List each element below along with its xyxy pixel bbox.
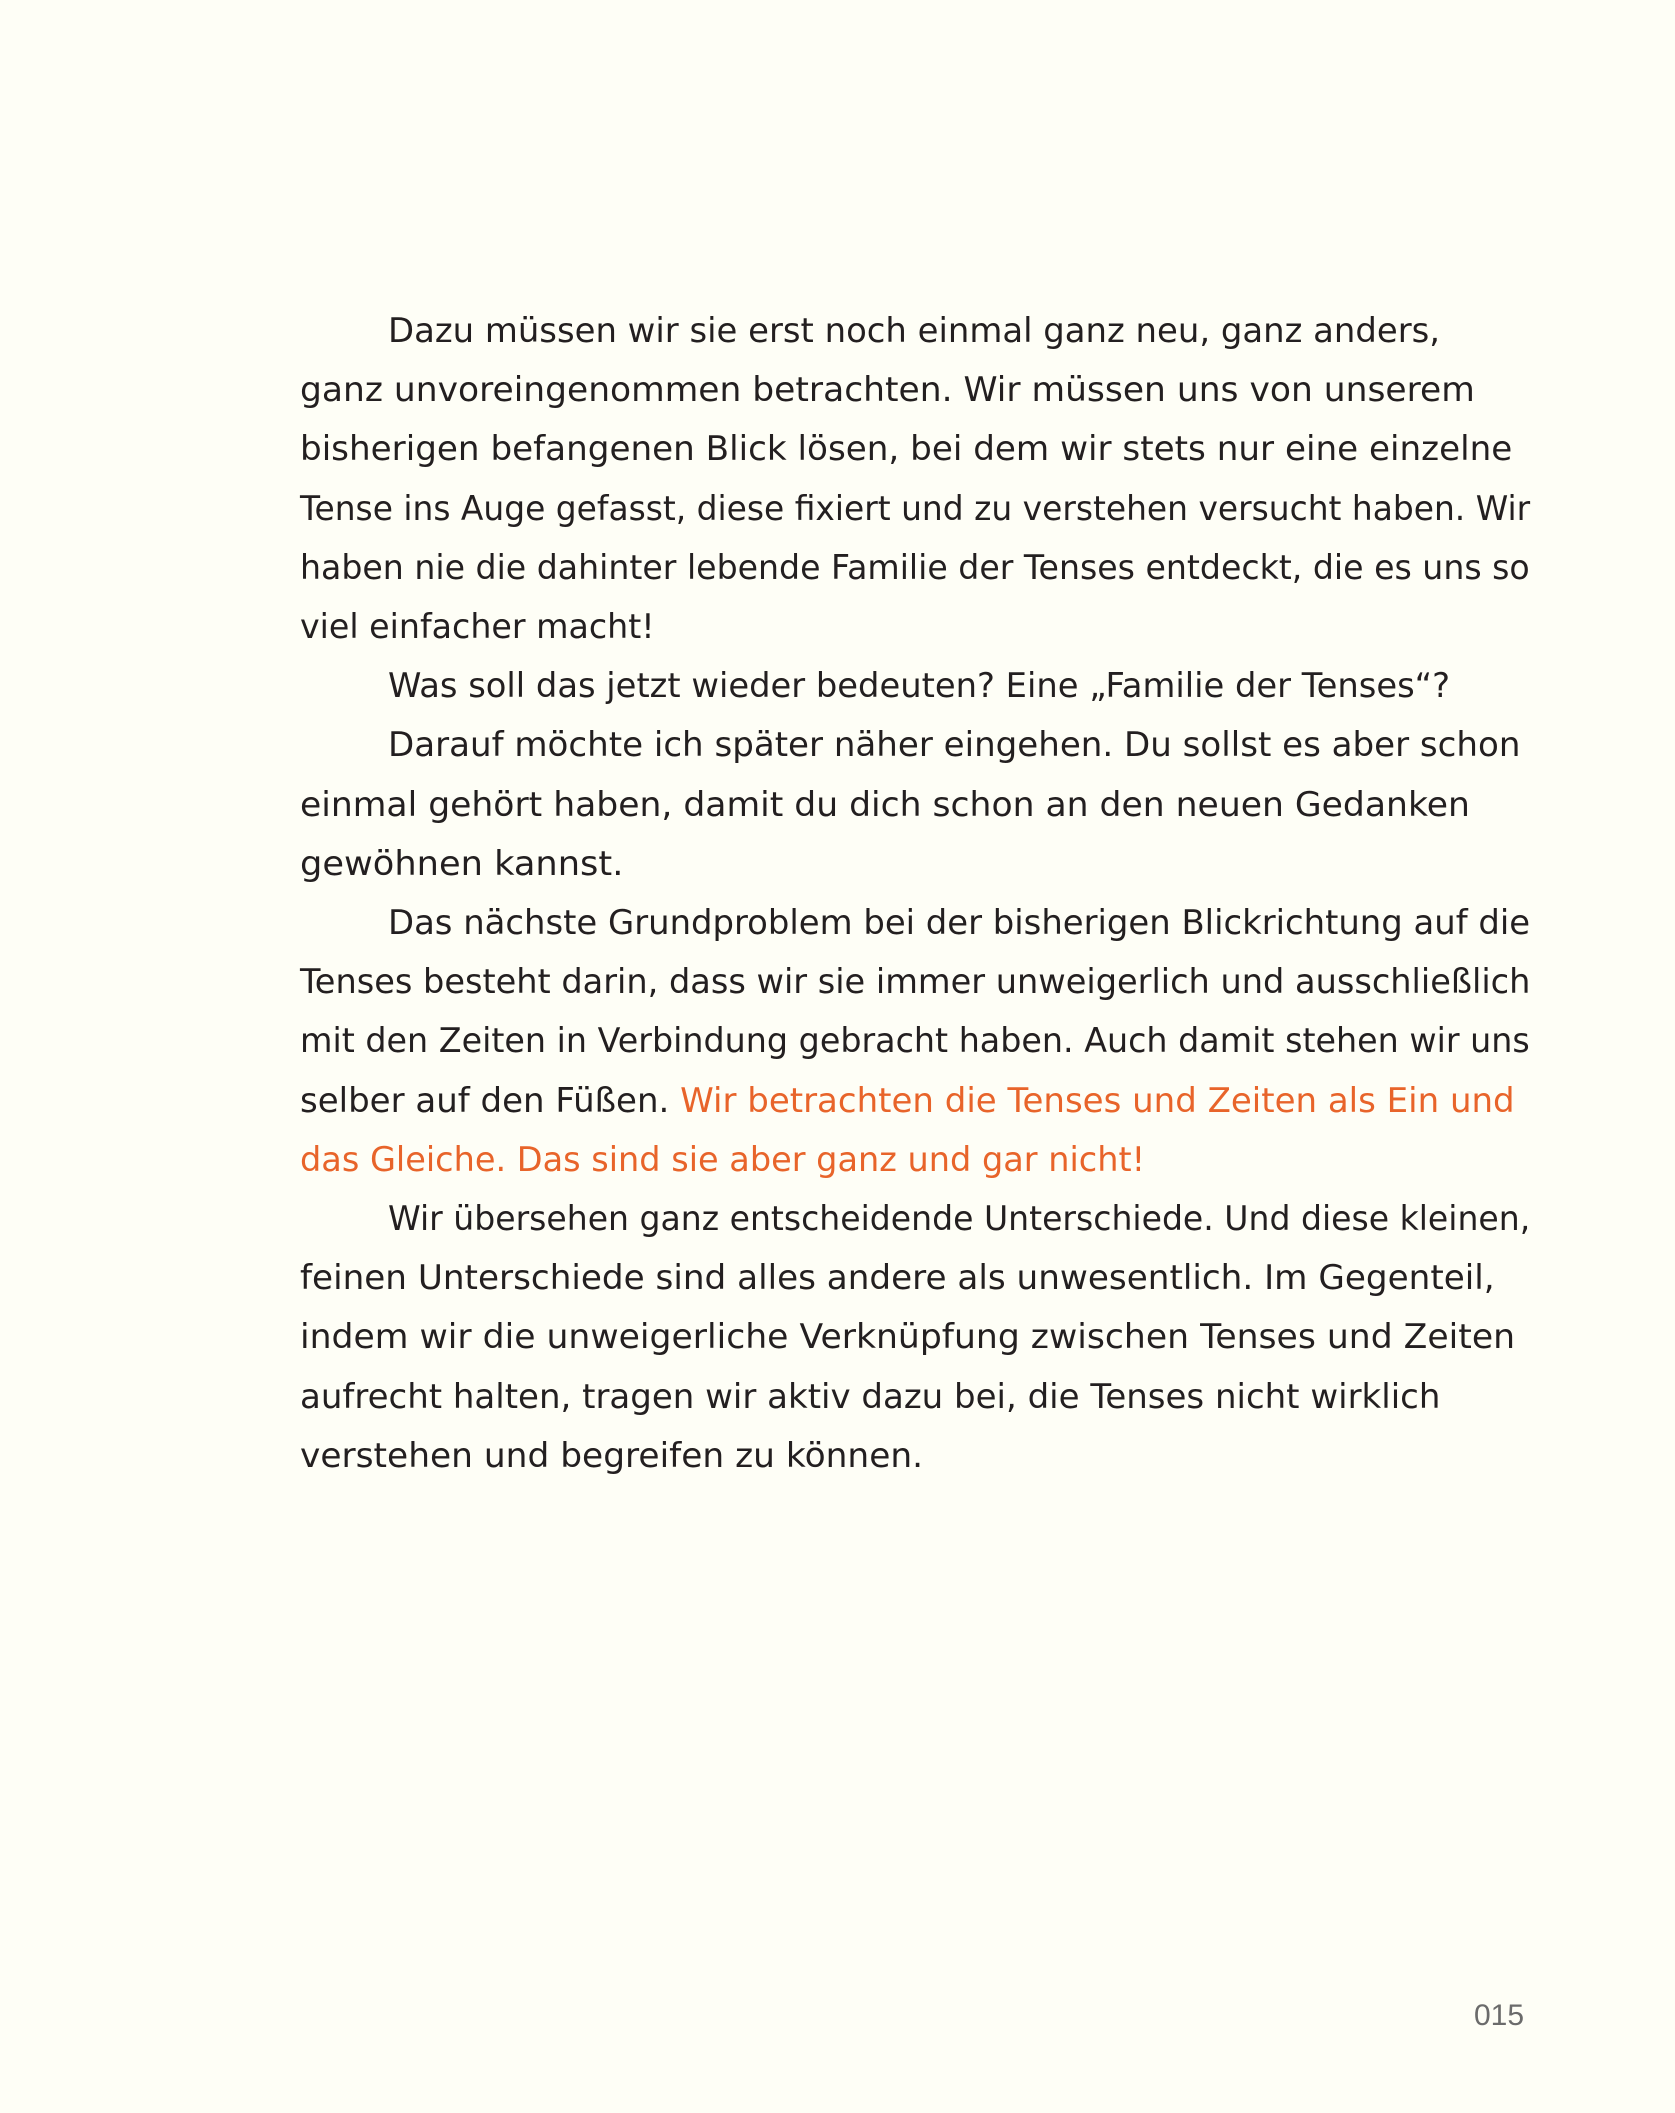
text-line: [300, 1131, 1145, 1190]
line-text: Was soll das jetzt wieder bedeuten? Eine „Familie der Tenses“?: [388, 666, 1451, 707]
text-line: [300, 1308, 1515, 1367]
text-line: [388, 302, 1440, 361]
line-text: Tenses besteht darin, dass wir sie immer unweigerlich und ausschließlich: [300, 962, 1531, 1003]
line-text: ganz unvoreingenommen betrachten. Wir müssen uns von unserem: [300, 370, 1475, 411]
text-line: [300, 1072, 1515, 1131]
line-text: viel einfacher macht!: [300, 607, 655, 647]
line-text: einmal gehört haben, damit du dich schon an den neuen Gedanken: [300, 784, 1470, 825]
line-text: Wir übersehen ganz entscheidende Unterschiede. Und diese kleinen,: [388, 1199, 1531, 1239]
text-line: [300, 598, 655, 657]
text-line: [300, 953, 1530, 1012]
line-text: Das nächste Grundproblem bei der bisherigen Blickrichtung auf die: [388, 903, 1531, 943]
line-text: verstehen und begreifen zu können.: [300, 1435, 924, 1476]
line-text: selber auf den Füßen.: [300, 1080, 681, 1121]
text-line: [388, 716, 1520, 775]
line-text: Darauf möchte ich später näher eingehen. Du sollst es aber schon: [388, 725, 1521, 766]
text-line: [300, 480, 1530, 539]
text-line: [300, 1249, 1495, 1308]
page-number: 015: [1474, 1999, 1525, 2032]
text-line: [300, 776, 1470, 835]
line-text: indem wir die unweigerliche Verknüpfung zwischen Tenses und Zeiten: [300, 1317, 1516, 1358]
text-line: [300, 361, 1475, 420]
highlighted-text: Wir betrachten die Tenses und Zeiten als Ein und: [680, 1080, 1515, 1121]
line-text: haben nie die dahinter lebende Familie der Tenses entdeckt, die es uns so: [300, 547, 1530, 588]
text-line: [300, 835, 623, 894]
text-line: [388, 894, 1530, 953]
line-text: feinen Unterschiede sind alles andere als unwesentlich. Im Gegenteil,: [300, 1258, 1495, 1299]
line-text: gewöhnen kannst.: [300, 843, 624, 884]
text-line: [300, 1368, 1440, 1427]
line-text: Tense ins Auge gefasst, diese fixiert und zu verstehen versucht haben. Wir: [300, 488, 1531, 529]
highlighted-text: das Gleiche. Das sind sie aber ganz und gar nicht!: [300, 1139, 1146, 1180]
text-line: [300, 1427, 923, 1486]
line-text: mit den Zeiten in Verbindung gebracht haben. Auch damit stehen wir uns: [300, 1021, 1530, 1062]
line-text: bisherigen befangenen Blick lösen, bei dem wir stets nur eine einzelne: [300, 429, 1513, 470]
line-text: Dazu müssen wir sie erst noch einmal ganz neu, ganz anders,: [388, 311, 1441, 351]
text-line: [300, 539, 1530, 598]
text-line: [388, 1190, 1530, 1249]
text-line: [300, 1012, 1530, 1071]
text-line: [300, 420, 1512, 479]
line-text: aufrecht halten, tragen wir aktiv dazu bei, die Tenses nicht wirklich: [300, 1376, 1441, 1417]
text-line: [388, 657, 1450, 716]
